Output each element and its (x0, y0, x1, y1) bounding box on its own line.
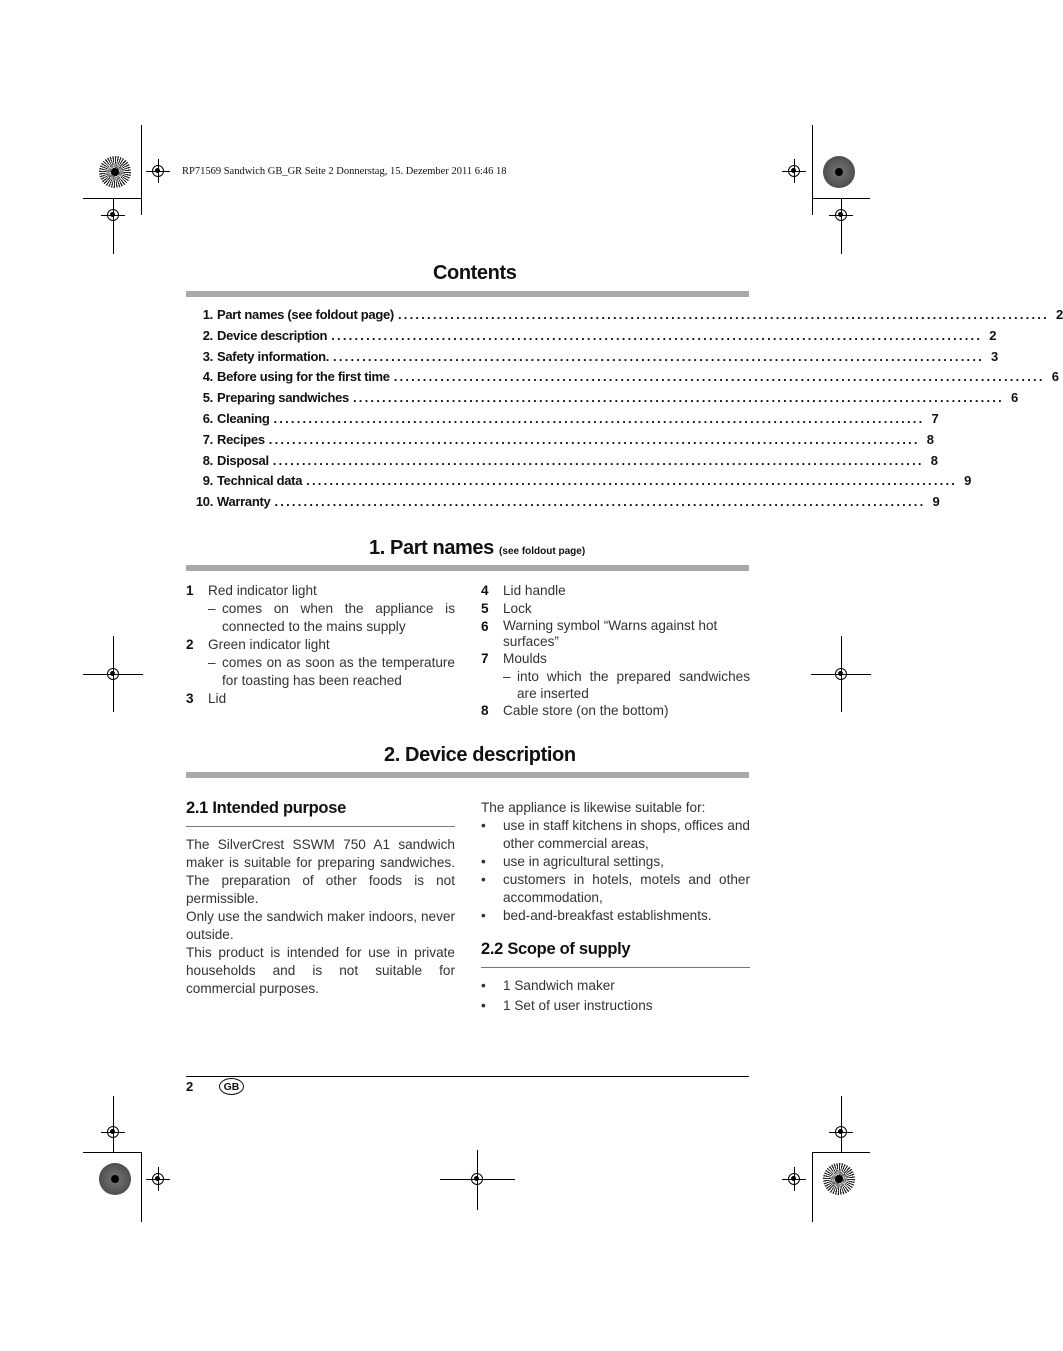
list-intro: The appliance is likewise suitable for: (481, 800, 706, 815)
part-label: Lid handle (503, 583, 566, 598)
toc-leader: ................................................................................................................ (353, 390, 1004, 406)
toc-leader: ................................................................................................................ (306, 473, 958, 489)
toc-label: Recipes (217, 431, 265, 447)
table-of-contents (186, 307, 1063, 515)
toc-entry[interactable] (186, 494, 940, 515)
scope-of-supply-heading: 2.2 Scope of supply (481, 940, 631, 958)
list-item: 4 Lid handle (481, 583, 566, 598)
crop-mark (477, 1150, 478, 1210)
section-bar (186, 291, 749, 297)
registration-rosette-icon (823, 156, 855, 188)
list-item: 5 Lock (481, 601, 532, 616)
toc-page: 2 (1055, 307, 1063, 322)
toc-leader: ................................................................................................................ (268, 431, 920, 447)
toc-page: 7 (931, 410, 939, 426)
toc-number: 8. (202, 452, 213, 468)
toc-page: 8 (930, 452, 938, 468)
toc-entry[interactable] (186, 369, 1059, 390)
part-label: Lock (503, 601, 532, 616)
list-item: • customers in hotels, motels and other accommodation, (481, 872, 750, 905)
crop-mark (83, 1152, 141, 1153)
list-item: • use in agricultural settings, (481, 854, 664, 869)
paragraph: This product is intended for use in private households and is not suitable for commercial purposes. (186, 945, 455, 996)
part-names-heading: 1. Part names (369, 537, 494, 559)
toc-number: 6. (202, 410, 213, 426)
also-suitable-list (481, 799, 750, 925)
heading-rule (186, 826, 455, 827)
crop-mark (83, 198, 141, 199)
heading-rule (481, 967, 750, 968)
list-item: • 1 Set of user instructions (481, 998, 653, 1013)
crosshair-target-icon (152, 165, 164, 177)
toc-label: Preparing sandwiches (217, 390, 349, 406)
crop-mark (113, 198, 114, 254)
toc-entry[interactable] (186, 348, 998, 370)
part-label: Green indicator light (208, 637, 330, 652)
toc-number: 10. (195, 494, 213, 510)
list-item: • 1 Sandwich maker (481, 978, 615, 993)
list-subitem: – into which the prepared sandwiches are inserted (503, 669, 750, 701)
toc-label: Safety information. (217, 348, 330, 364)
toc-label: Device description (217, 327, 328, 343)
toc-label: Cleaning (217, 410, 270, 426)
part-label: Lid (208, 691, 227, 706)
crosshair-target-icon (788, 1173, 800, 1185)
toc-entry[interactable] (186, 307, 1063, 328)
toc-entry[interactable] (186, 452, 938, 474)
toc-number: 3. (202, 348, 213, 364)
language-badge: GB (219, 1078, 244, 1095)
list-item: • bed-and-breakfast establishments. (481, 908, 712, 923)
toc-entry[interactable] (186, 410, 939, 432)
crop-mark (113, 1096, 114, 1152)
crop-mark (812, 1152, 870, 1153)
footer-rule (186, 1076, 749, 1077)
part-label: Cable store (on the bottom) (503, 703, 669, 718)
toc-label: Disposal (217, 452, 269, 468)
crop-mark (812, 125, 813, 215)
toc-entry[interactable] (186, 431, 934, 453)
toc-leader: ................................................................................................................ (273, 410, 925, 426)
toc-page: 2 (989, 327, 997, 343)
toc-label: Before using for the first time (217, 369, 390, 385)
toc-page: 6 (1051, 369, 1059, 385)
list-item: 7 Moulds (481, 651, 547, 666)
toc-label: Warranty (217, 494, 271, 510)
toc-number: 1. (202, 307, 213, 322)
crop-mark (141, 125, 142, 215)
toc-page: 8 (926, 431, 934, 447)
toc-leader: ................................................................................................................ (397, 307, 1049, 322)
list-item: 6 Warning symbol “Warns against hot surfaces” (481, 618, 750, 650)
contents-title: Contents (433, 262, 517, 284)
scope-of-supply-list (481, 977, 750, 1015)
crop-mark (83, 674, 143, 675)
toc-page: 9 (932, 494, 940, 510)
section-bar (186, 565, 749, 571)
list-item: 2 Green indicator light (186, 637, 330, 652)
toc-number: 2. (202, 327, 213, 343)
crosshair-target-icon (788, 165, 800, 177)
toc-page: 3 (991, 348, 998, 364)
section-bar (186, 772, 749, 778)
toc-label: Technical data (217, 473, 303, 489)
part-label: Warning symbol “Warns against hot surfaces” (503, 618, 718, 649)
toc-entry[interactable] (186, 327, 997, 349)
registration-rosette-icon (823, 1163, 855, 1195)
toc-number: 5. (202, 390, 213, 406)
toc-leader: ................................................................................................................ (331, 327, 983, 343)
list-subitem: – comes on as soon as the temperature for toasting has been reached (208, 655, 455, 688)
list-subitem: – comes on when the appliance is connected to the mains supply (208, 601, 455, 634)
crosshair-target-icon (152, 1173, 164, 1185)
list-item: 1 Red indicator light (186, 583, 317, 598)
crop-mark (812, 1152, 813, 1222)
intended-purpose-heading: 2.1 Intended purpose (186, 799, 346, 817)
paragraph: Only use the sandwich maker indoors, never outside. (186, 909, 455, 942)
page-number: 2 (186, 1079, 194, 1094)
device-description-title: 2. Device description (384, 744, 576, 766)
toc-number: 9. (202, 473, 213, 489)
toc-entry[interactable] (186, 390, 1018, 411)
part-names-title (369, 537, 585, 560)
print-header: RP71569 Sandwich GB_GR Seite 2 Donnerstag, 15. Dezember 2011 6:46 18 (182, 166, 507, 177)
toc-leader: ................................................................................................................ (333, 348, 984, 364)
toc-leader: ................................................................................................................ (272, 452, 924, 468)
list-item: 3 Lid (186, 691, 227, 706)
toc-leader: ................................................................................................................ (393, 369, 1045, 385)
part-names-note: (see foldout page) (499, 546, 586, 557)
crop-mark (841, 198, 842, 254)
crop-mark (141, 1152, 142, 1222)
toc-page: 9 (964, 473, 972, 489)
part-list-right (481, 582, 750, 720)
toc-leader: ................................................................................................................ (274, 494, 926, 510)
part-label: Red indicator light (208, 583, 317, 598)
list-item: • use in staff kitchens in shops, offices and other commercial areas, (481, 818, 750, 851)
toc-label: Part names (see foldout page) (217, 307, 394, 322)
intended-purpose-text (186, 836, 455, 998)
toc-entry[interactable] (186, 473, 972, 494)
registration-rosette-icon (99, 156, 131, 188)
part-list-left (186, 582, 455, 708)
part-label: Moulds (503, 651, 547, 666)
crop-mark (811, 674, 871, 675)
toc-number: 7. (202, 431, 213, 447)
toc-page: 6 (1011, 390, 1018, 406)
paragraph: The SilverCrest SSWM 750 A1 sandwich maker is suitable for preparing sandwiches. The preparation of other foods is not permissible. (186, 837, 455, 906)
crop-mark (841, 1096, 842, 1152)
list-item: 8 Cable store (on the bottom) (481, 703, 669, 718)
registration-rosette-icon (99, 1163, 131, 1195)
toc-number: 4. (202, 369, 213, 385)
